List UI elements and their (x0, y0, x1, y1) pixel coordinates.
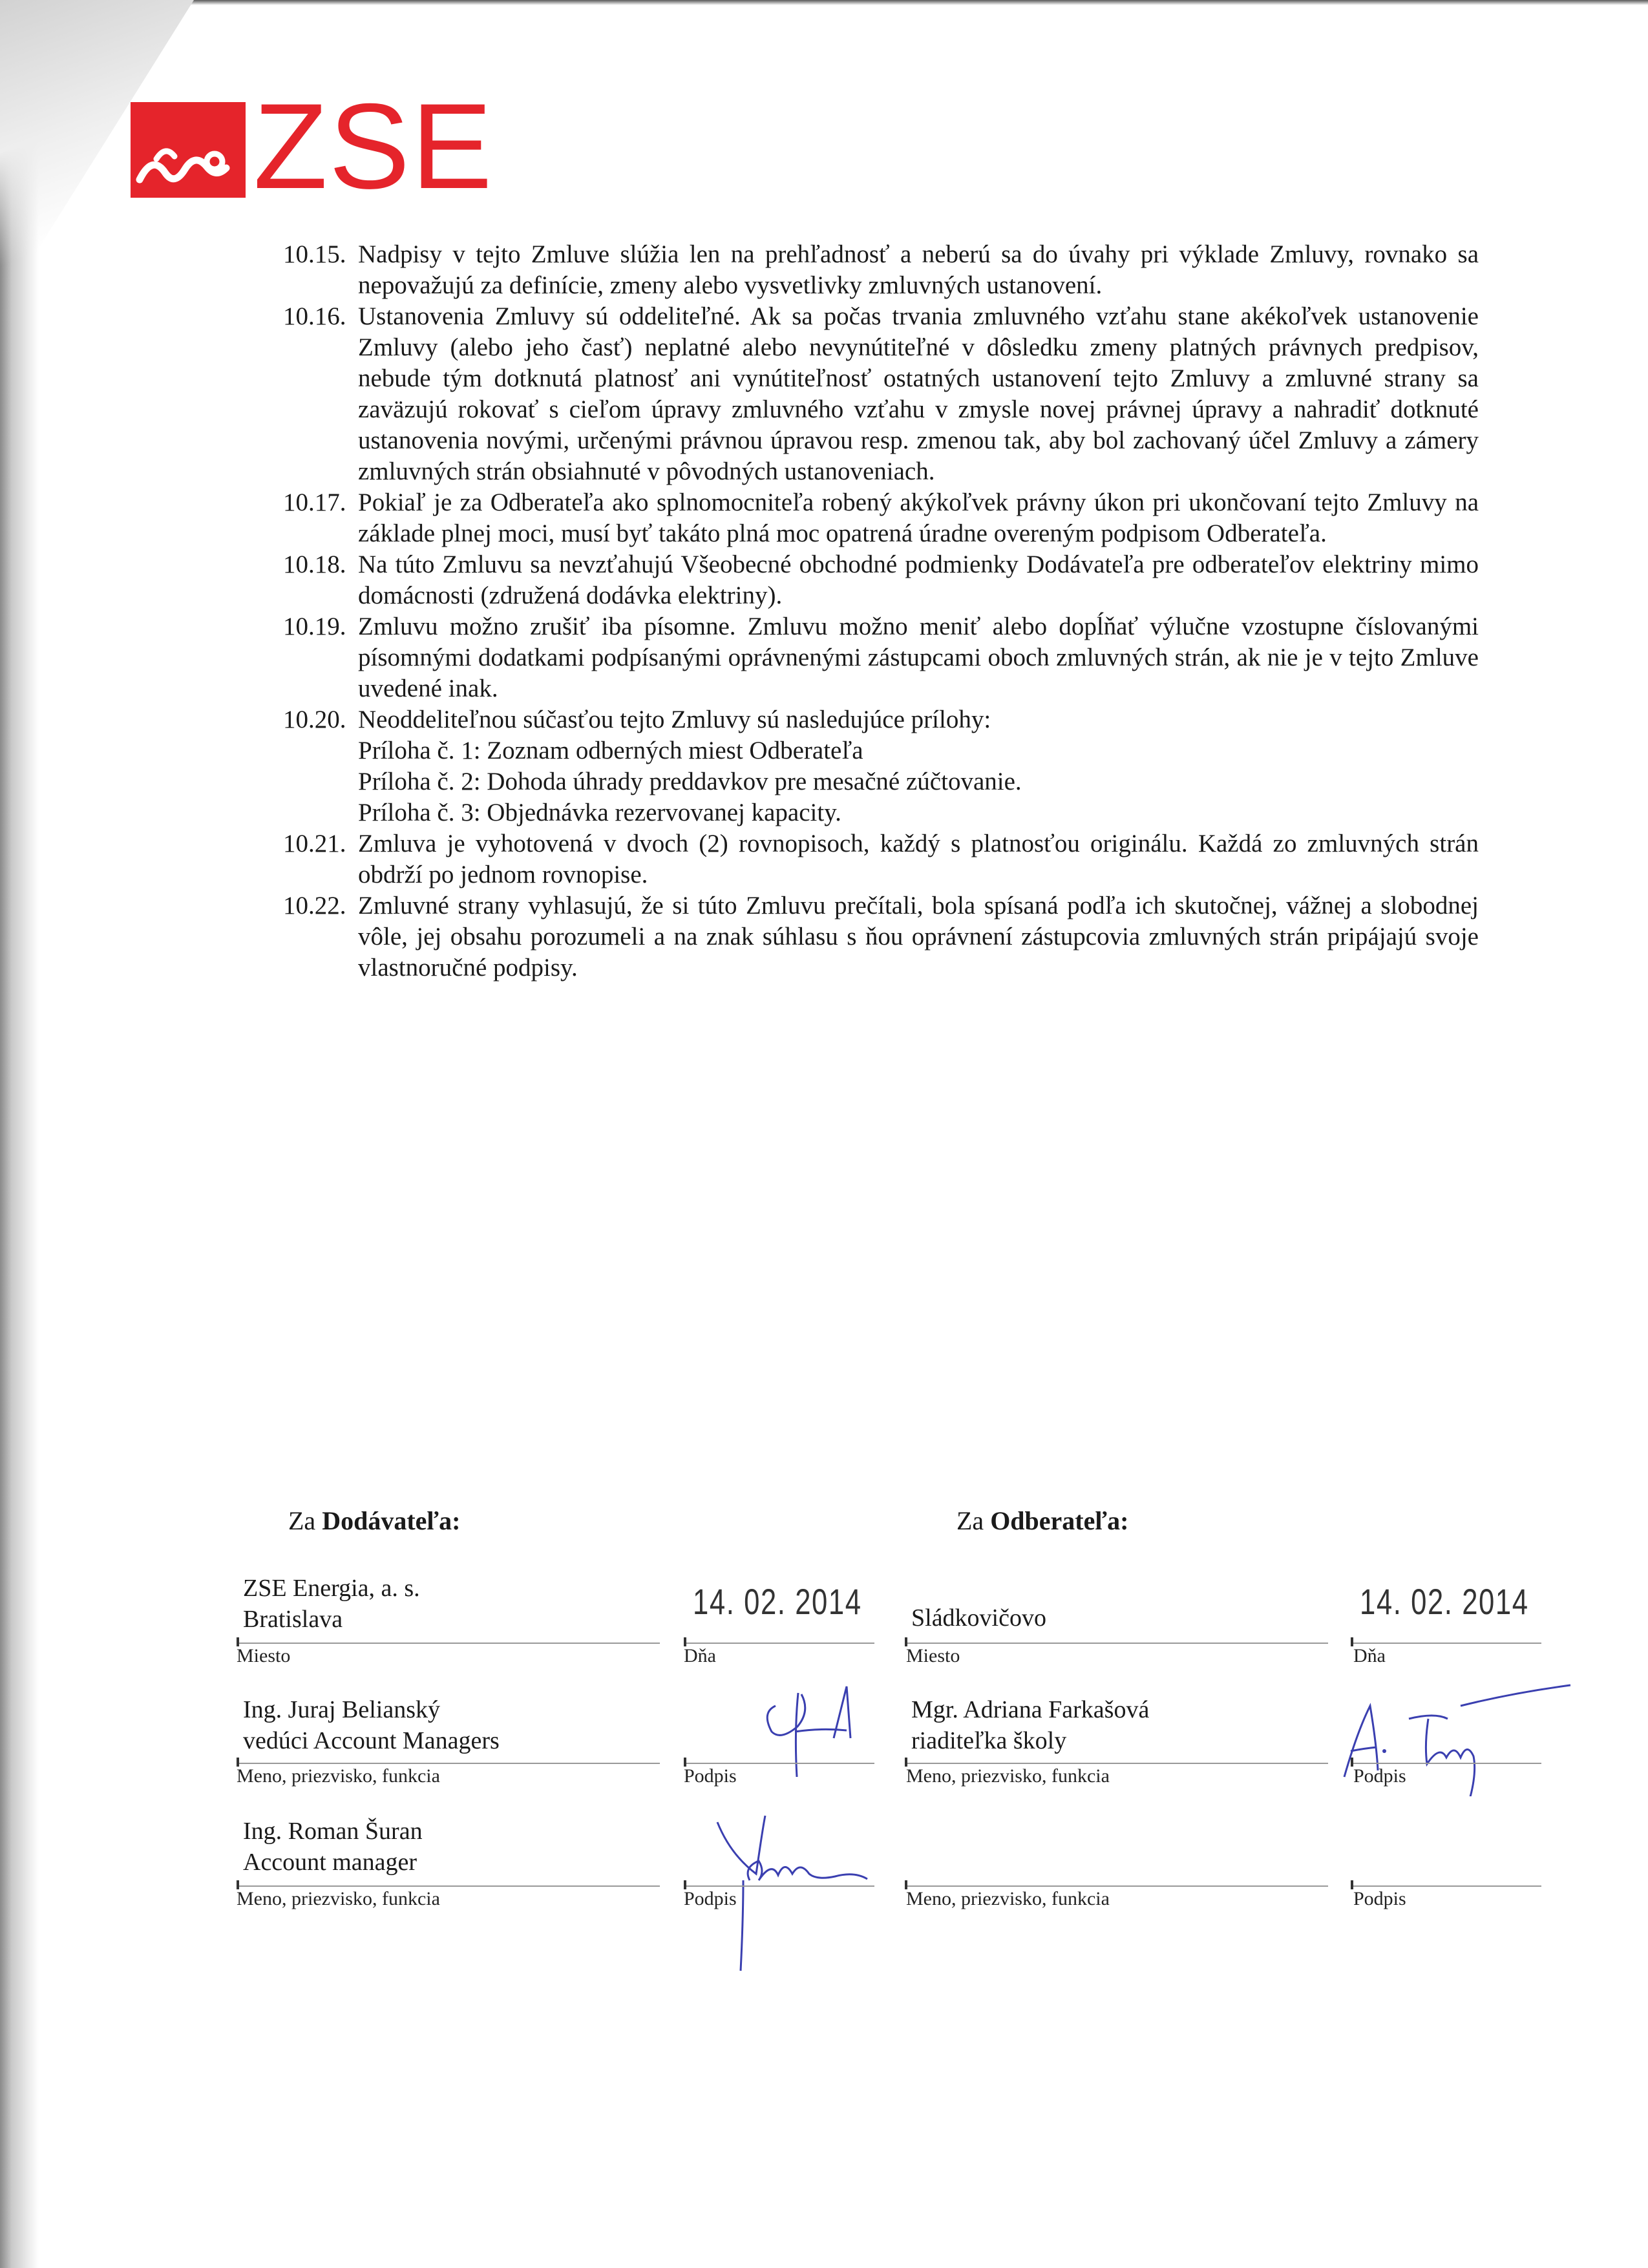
customer-person-2-caption: Meno, priezvisko, funkcia (906, 1888, 1110, 1909)
clause-text: Pokiaľ je za Odberateľa ako splnomocniteľa robený akýkoľvek právny úkon pri ukončovaní tejto Zmluvy na základe plnej moci, musí byť takáto plná moc opatrená úradne overeným podpisom Odberateľa. (358, 488, 1479, 547)
customer-place: Sládkovičovo (911, 1604, 1046, 1632)
customer-sign-2-caption: Podpis (1353, 1888, 1406, 1909)
clause-text: Neoddeliteľnou súčasťou tejto Zmluvy sú nasledujúce prílohy: (358, 706, 991, 733)
customer-sign-1-caption: Podpis (1353, 1765, 1406, 1787)
supplier-signature-2 (711, 1809, 905, 1977)
supplier-date-line (684, 1643, 874, 1644)
clause-10-16 (283, 301, 1479, 487)
supplier-date: 14. 02. 2014 (693, 1581, 862, 1622)
scan-top-edge (0, 0, 1648, 5)
zse-logo-text: ZSE (253, 78, 494, 214)
supplier-sign-2-caption: Podpis (684, 1888, 737, 1909)
supplier-heading: Za Dodávateľa: (288, 1506, 461, 1535)
clause-number: 10.19. (283, 613, 346, 640)
customer-heading: Za Odberateľa: (956, 1506, 1129, 1535)
customer-sign-2-line (1351, 1885, 1541, 1887)
clause-10-17 (283, 487, 1479, 549)
clause-10-22 (283, 890, 1479, 983)
clause-number: 10.15. (283, 240, 346, 268)
annex-item-3: Príloha č. 3: Objednávka rezervovanej kapacity. (358, 799, 841, 826)
customer-sign-1-line (1351, 1763, 1541, 1764)
clause-10-15 (283, 239, 1479, 301)
clause-text: Zmluvné strany vyhlasujú, že si túto Zmluvu prečítali, bola spísaná podľa ich skutočnej, vážnej a slobodnej vôle, jej obsahu porozumeli a na znak súhlasu s ňou oprávnení zástupcovia zmluvných strán pripájajú svoje vlastnoručné podpisy. (358, 892, 1479, 982)
clause-text: Zmluva je vyhotovená v dvoch (2) rovnopisoch, každý s platnosťou originálu. Každá zo zmluvných strán obdrží po jednom rovnopise. (358, 830, 1479, 888)
clause-number: 10.20. (283, 706, 346, 733)
supplier-sign-1-caption: Podpis (684, 1765, 737, 1787)
clause-10-20 (283, 704, 1479, 828)
annex-item-1: Príloha č. 1: Zoznam odberných miest Odberateľa (358, 737, 863, 764)
customer-date: 14. 02. 2014 (1360, 1581, 1529, 1622)
supplier-place: ZSE Energia, a. s. Bratislava (243, 1575, 420, 1633)
supplier-sign-2-line (684, 1885, 874, 1887)
clause-10-21 (283, 828, 1479, 890)
clause-text: Na túto Zmluvu sa nevzťahujú Všeobecné obchodné podmienky Dodávateľa pre odberateľov elektriny mimo domácnosti (združená dodávka elektriny). (358, 551, 1479, 609)
supplier-person-1-line (237, 1763, 660, 1764)
clause-text: Zmluvu možno zrušiť iba písomne. Zmluvu možno meniť alebo dopĺňať výlučne vzostupne číslovanými písomnými dodatkami podpísanými oprávnenými zástupcami oboch zmluvných strán, ak nie je v tejto Zmluve uvedené inak. (358, 613, 1479, 702)
supplier-signature-1 (737, 1661, 879, 1777)
supplier-date-caption: Dňa (684, 1645, 716, 1666)
customer-person-1: Mgr. Adriana Farkašová riaditeľka školy (911, 1696, 1150, 1754)
customer-date-caption: Dňa (1353, 1645, 1386, 1666)
clause-number: 10.17. (283, 488, 346, 516)
supplier-place-caption: Miesto (237, 1645, 291, 1666)
customer-place-line (905, 1643, 1328, 1644)
supplier-sign-1-line (684, 1763, 874, 1764)
customer-person-1-caption: Meno, priezvisko, funkcia (906, 1765, 1110, 1787)
clause-10-18 (283, 549, 1479, 611)
supplier-person-1-caption: Meno, priezvisko, funkcia (237, 1765, 440, 1787)
scan-edge (0, 0, 39, 2268)
customer-place-caption: Miesto (906, 1645, 960, 1666)
customer-person-2-line (905, 1885, 1328, 1887)
clause-number: 10.18. (283, 551, 346, 578)
clause-text: Nadpisy v tejto Zmluve slúžia len na prehľadnosť a neberú sa do úvahy pri výklade Zmluvy, rovnako sa nepovažujú za definície, zmeny alebo vysvetlivky zmluvných ustanovení. (358, 240, 1479, 299)
clause-number: 10.22. (283, 892, 346, 919)
logo-swirl-icon (131, 102, 246, 198)
zse-logo (131, 78, 494, 214)
supplier-person-1: Ing. Juraj Beliansk‎ý vedúci Account Managers (243, 1696, 500, 1754)
clause-number: 10.21. (283, 830, 346, 857)
supplier-person-2-line (237, 1885, 660, 1887)
supplier-place-line (237, 1643, 660, 1644)
zse-logo-mark (131, 102, 246, 198)
contract-clauses (283, 239, 1479, 983)
clause-10-19 (283, 611, 1479, 704)
customer-date-line (1351, 1643, 1541, 1644)
clause-text: Ustanovenia Zmluvy sú oddeliteľné. Ak sa počas trvania zmluvného vzťahu stane akékoľvek ustanovenie Zmluvy (alebo jeho časť) neplatné alebo nevynútiteľné v dôsledku zmeny platných právnych predpisov, nebude tým dotknutá platnosť ani vynútiteľnosť ostatných ustanovení tejto Zmluvy a zmluvné strany sa zaväzujú rokovať s cieľom úpravy zmluvného vzťahu v zmysle novej právnej úpravy a nahradiť dotknuté ustanovenia novými, určenými právnou úpravou resp. zmenou tak, aby bol zachovaný účel Zmluvy a zámery zmluvných strán obsiahnuté v pôvodných ustanoveniach. (358, 302, 1479, 485)
supplier-person-2-caption: Meno, priezvisko, funkcia (237, 1888, 440, 1909)
annex-item-2: Príloha č. 2: Dohoda úhrady preddavkov pre mesačné zúčtovanie. (358, 768, 1022, 795)
supplier-person-2: Ing. Roman Šuran Account manager (243, 1818, 423, 1876)
customer-person-1-line (905, 1763, 1328, 1764)
clause-number: 10.16. (283, 302, 346, 330)
